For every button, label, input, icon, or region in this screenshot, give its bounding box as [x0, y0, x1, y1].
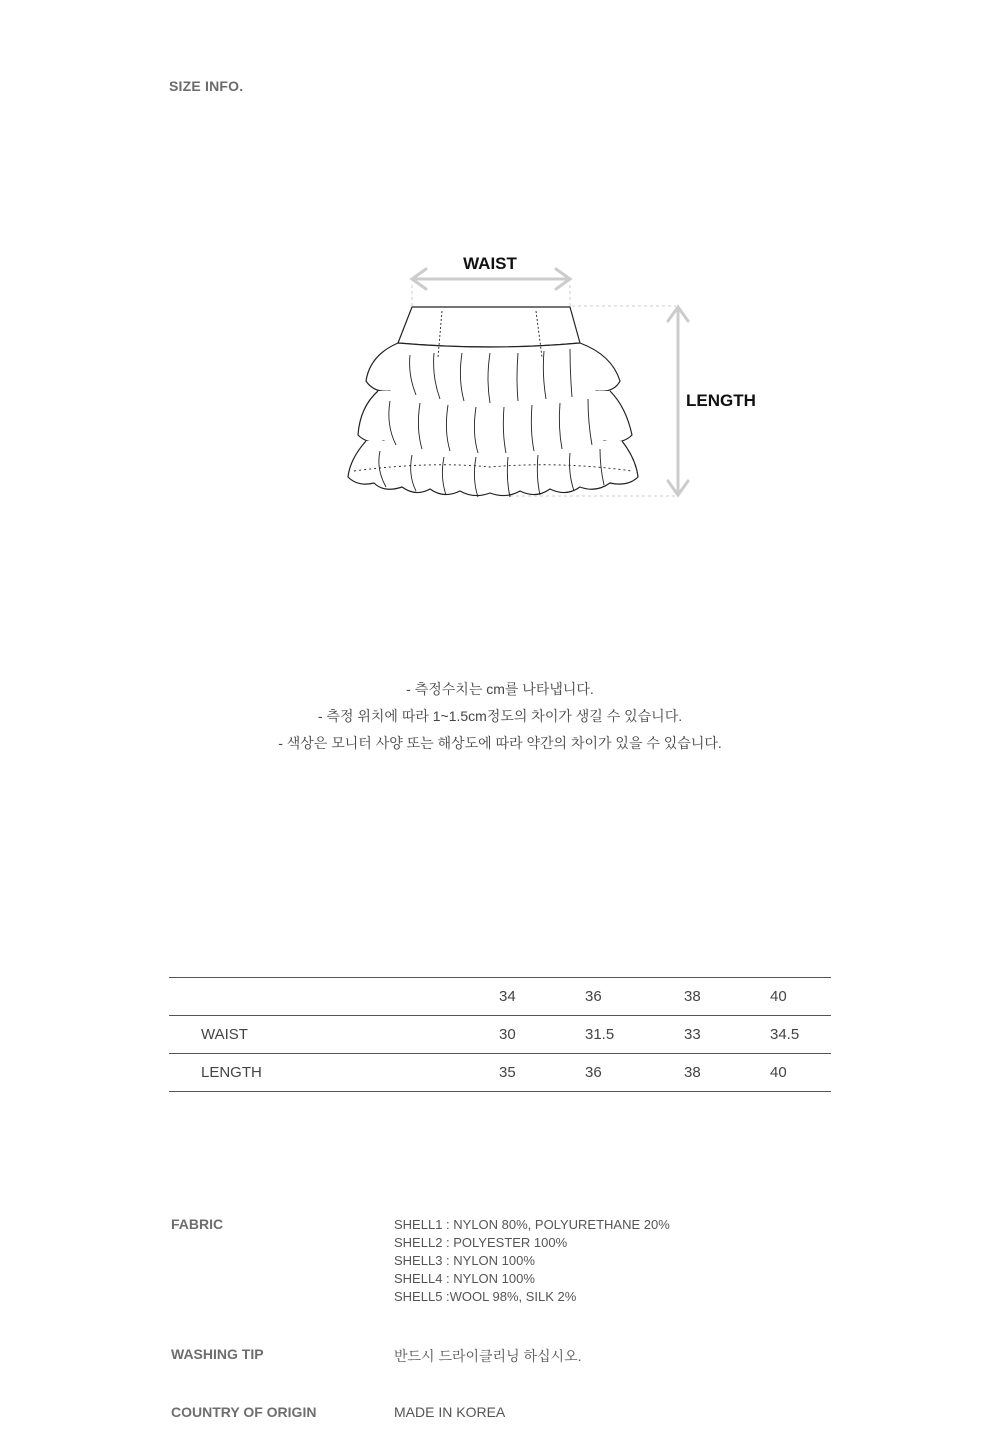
table-header-row — [169, 978, 831, 1016]
fabric-label: FABRIC — [171, 1216, 224, 1232]
table-header-cell: 38 — [684, 988, 701, 1005]
table-header-cell: 40 — [770, 988, 787, 1005]
size-table — [169, 977, 831, 1092]
skirt-sketch — [330, 245, 770, 515]
table-row-label: LENGTH — [201, 1064, 262, 1081]
note-line: - 색상은 모니터 사양 또는 해상도에 따라 약간의 차이가 있을 수 있습니다. — [278, 735, 722, 751]
note-line: - 측정 위치에 따라 1~1.5cm정도의 차이가 생길 수 있습니다. — [317, 708, 683, 724]
table-cell: 38 — [684, 1064, 701, 1081]
table-cell: 33 — [684, 1026, 701, 1043]
washing-label: WASHING TIP — [171, 1346, 264, 1362]
length-label: LENGTH — [686, 391, 756, 410]
fabric-value — [394, 1216, 814, 1306]
washing-value: 반드시 드라이클리닝 하십시오. — [394, 1348, 582, 1364]
table-header-cell: 36 — [585, 988, 602, 1005]
fabric-line: SHELL1 : NYLON 80%, POLYURETHANE 20% — [394, 1217, 670, 1232]
table-cell: 35 — [499, 1064, 516, 1081]
measurement-notes — [0, 679, 1000, 760]
fabric-line: SHELL2 : POLYESTER 100% — [394, 1235, 568, 1250]
table-header-cell: 34 — [499, 988, 516, 1005]
fabric-line: SHELL5 :WOOL 98%, SILK 2% — [394, 1289, 577, 1304]
table-cell: 36 — [585, 1064, 602, 1081]
table-cell: 30 — [499, 1026, 516, 1043]
waist-label: WAIST — [463, 254, 517, 273]
fabric-line: SHELL4 : NYLON 100% — [394, 1271, 535, 1286]
table-cell: 34.5 — [770, 1026, 800, 1043]
length-arrow — [668, 307, 688, 495]
table-row — [169, 1016, 831, 1054]
table-row-label: WAIST — [201, 1026, 248, 1043]
table-row — [169, 1054, 831, 1092]
table-header-cell — [169, 978, 499, 1016]
table-cell: 31.5 — [585, 1026, 615, 1043]
skirt-measurement-diagram — [330, 245, 770, 515]
origin-label: COUNTRY OF ORIGIN — [171, 1404, 317, 1420]
note-line: - 측정수치는 cm를 나타냅니다. — [406, 681, 594, 697]
fabric-line: SHELL3 : NYLON 100% — [394, 1253, 535, 1268]
origin-value: MADE IN KOREA — [394, 1404, 506, 1420]
table-cell: 40 — [770, 1064, 787, 1081]
section-title: SIZE INFO. — [169, 78, 244, 94]
